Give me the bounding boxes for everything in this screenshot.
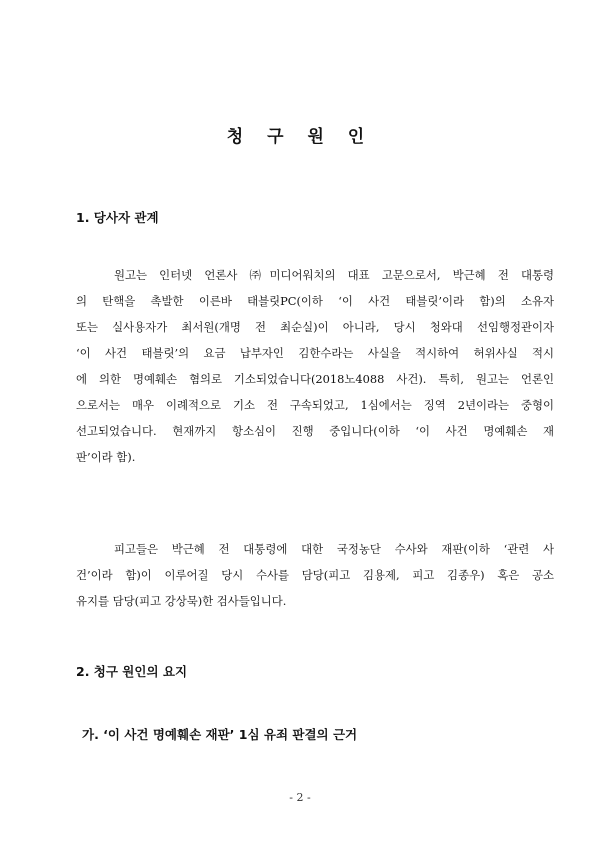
- paragraph-line: 건’이라 함)이 이루어질 당시 수사를 담당(피고 김용제, 피고 김종우) 혹은 공소: [76, 568, 554, 582]
- paragraph-line: 으로서는 매우 이례적으로 기소 전 구속되었고, 1심에서는 징역 2년이라는 중형이: [76, 398, 554, 412]
- paragraph-line: 또는 실사용자가 최서원(개명 전 최순실)이 아니라, 당시 청와대 선임행정관이자: [76, 320, 554, 334]
- paragraph-line: 유지를 담당(피고 강상묵)한 검사들입니다.: [76, 594, 287, 608]
- paragraph-line: 선고되었습니다. 현재까지 항소심이 진행 중입니다(이하 ‘이 사건 명예훼손 재: [76, 424, 554, 438]
- paragraph-line: ‘이 사건 태블릿’의 요금 납부자인 김한수라는 사실을 적시하여 허위사실 적시: [76, 346, 554, 360]
- paragraph-defendants: [76, 536, 554, 614]
- section-heading-claim-summary: 2. 청구 원인의 요지: [76, 664, 188, 679]
- paragraph-line: 원고는 인터넷 언론사 ㈜미디어워치의 대표 고문으로서, 박근혜 전 대통령: [114, 268, 554, 282]
- paragraph-line: 판’이라 함).: [76, 450, 136, 464]
- page-number: - 2 -: [289, 791, 311, 804]
- section-heading-parties: 1. 당사자 관계: [76, 210, 159, 225]
- document-title: 청 구 원 인: [226, 127, 374, 147]
- paragraph-line: 의 탄핵을 촉발한 이른바 태블릿PC(이하 ‘이 사건 태블릿’이라 함)의 소유자: [76, 294, 554, 308]
- paragraph-line: 에 의한 명예훼손 혐의로 기소되었습니다(2018노4088 사건). 특히, 원고는 언론인: [76, 372, 554, 386]
- subsection-heading-verdict-basis: 가. ‘이 사건 명예훼손 재판’ 1심 유죄 판결의 근거: [82, 727, 358, 742]
- paragraph-line: 피고들은 박근혜 전 대통령에 대한 국정농단 수사와 재판(이하 ‘관련 사: [114, 542, 554, 556]
- paragraph-plaintiff: [76, 262, 554, 470]
